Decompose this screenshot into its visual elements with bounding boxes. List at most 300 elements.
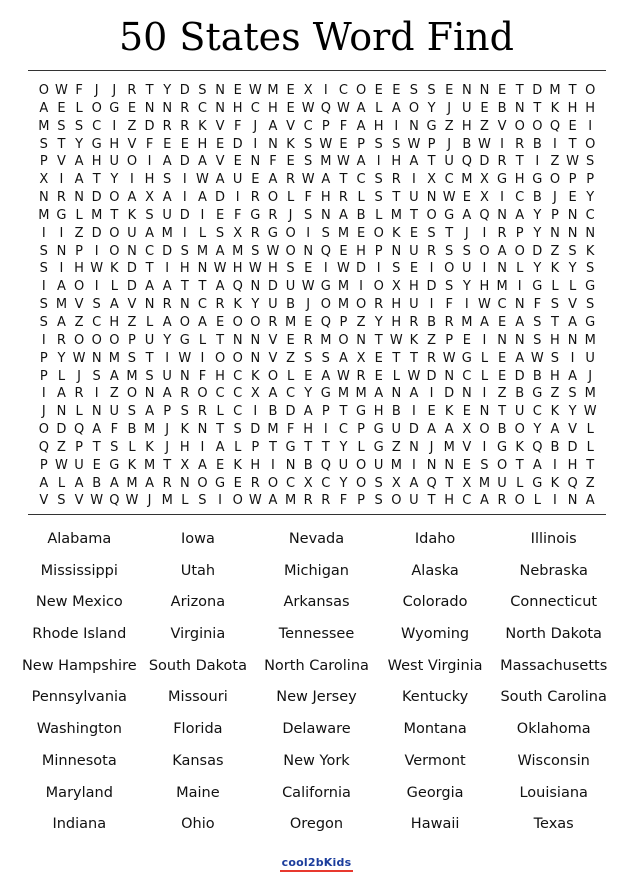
grid-letter: L [516,261,524,277]
grid-letter: A [321,172,331,188]
word-list-item: Kansas [172,752,224,769]
grid-letter: S [145,368,154,384]
grid-letter: E [339,136,348,152]
word-list-item: Virginia [170,626,226,643]
grid-letter: S [445,243,454,259]
grid-letter: O [355,457,367,473]
grid-letter: N [444,368,455,384]
grid-letter: D [179,83,190,98]
grid-letter: S [586,297,595,313]
grid-letter: T [145,83,154,98]
grid-letter: W [301,100,315,116]
grid-letter: J [147,493,152,509]
grid-letter: A [162,314,172,330]
grid-letter: E [568,118,577,134]
grid-letter: O [479,243,490,259]
grid-letter: M [461,314,473,330]
grid-letter: M [284,493,297,509]
grid-letter: S [374,493,383,509]
grid-letter: R [180,100,190,116]
grid-letter: F [339,118,348,134]
grid-letter: O [514,118,525,134]
grid-letter: R [180,386,190,402]
grid-letter: I [412,172,416,188]
grid-letter: M [355,386,367,402]
word-list [20,524,613,841]
grid-letter: E [374,368,383,384]
grid-letter: P [39,368,48,384]
grid-letter: U [338,457,349,473]
grid-letter: S [74,118,84,134]
grid-letter: Y [339,475,348,491]
grid-letter: V [286,118,296,134]
grid-letter: P [251,439,260,455]
grid-letter: I [253,136,258,152]
grid-letter: A [374,386,384,402]
grid-letter: G [285,439,296,455]
grid-letter: O [355,83,367,98]
grid-letter: Y [75,136,84,152]
grid-letter: N [91,404,102,420]
grid-letter: N [409,439,419,455]
grid-letter: H [373,118,384,134]
grid-letter: Q [320,314,331,330]
grid-letter: E [427,404,436,420]
grid-letter: A [162,154,172,170]
grid-letter: R [250,190,260,206]
grid-letter: O [91,332,102,348]
grid-letter: N [409,118,419,134]
grid-letter: W [196,172,209,188]
grid-letter: L [234,439,242,455]
grid-letter: R [215,297,225,313]
grid-letter: Z [127,118,137,134]
grid-letter: Q [38,439,49,455]
grid-letter: A [162,190,172,206]
grid-letter: H [585,100,596,116]
grid-letter: S [427,225,436,241]
grid-letter: C [356,172,366,188]
grid-letter: D [250,422,261,438]
grid-letter: K [127,207,137,223]
grid-letter: A [462,207,472,223]
grid-letter: S [462,243,471,259]
grid-letter: O [514,422,525,438]
grid-letter: P [39,154,48,170]
grid-letter: A [515,207,525,223]
word-list-item: Iowa [180,531,215,547]
grid-letter: W [301,279,315,295]
grid-letter: W [389,332,403,348]
grid-letter: C [286,386,296,402]
grid-letter: A [568,314,578,330]
grid-letter: X [479,190,489,206]
word-list-item: Minnesota [41,752,117,769]
grid-letter: M [38,207,50,223]
grid-letter: O [444,261,455,277]
grid-letter: C [197,100,207,116]
grid-letter: B [92,475,102,491]
grid-letter: B [391,404,401,420]
grid-letter: T [339,404,348,420]
grid-row [28,439,606,457]
grid-letter: S [321,225,330,241]
grid-letter: B [532,136,542,152]
grid-letter: H [391,314,402,330]
grid-letter: X [391,279,401,295]
grid-letter: A [197,190,207,206]
grid-letter: C [321,475,331,491]
grid-letter: X [233,225,243,241]
page-title: 50 States Word Find [119,15,514,59]
grid-letter: S [586,261,595,277]
word-list-item: Massachusetts [500,657,608,674]
grid-letter: G [532,172,543,188]
grid-letter: B [127,422,137,438]
grid-letter: D [91,225,102,241]
grid-letter: P [321,404,330,420]
grid-letter: A [409,475,419,491]
grid-letter: Z [444,118,454,134]
grid-letter: E [127,100,137,116]
grid-letter: O [285,243,296,259]
grid-letter: S [110,439,119,455]
grid-letter: T [392,190,401,206]
grid-letter: I [200,207,205,223]
grid-letter: E [462,404,471,420]
grid-letter: H [109,136,120,152]
grid-letter: A [74,475,84,491]
grid-letter: N [250,332,261,348]
grid-letter: D [144,118,155,134]
grid-letter: R [303,332,313,348]
grid-letter: I [182,190,187,206]
grid-letter: U [444,154,454,170]
grid-letter: R [197,404,207,420]
grid-letter: M [161,493,173,509]
grid-letter: E [233,83,242,98]
grid-letter: F [339,493,348,509]
grid-letter: U [409,190,419,206]
grid-letter: M [443,439,455,455]
grid-letter: E [462,457,471,473]
grid-letter: W [442,190,456,206]
grid-letter: I [394,118,399,134]
grid-letter: W [337,368,350,384]
word-list-item: Maine [176,784,220,801]
grid-letter: Y [533,207,542,223]
grid-letter: Z [74,225,84,241]
word-list-item: Arkansas [283,594,350,611]
grid-letter: B [532,190,542,206]
grid-letter: S [304,154,313,170]
grid-letter: E [480,100,489,116]
grid-letter: S [251,243,260,259]
grid-letter: Q [549,118,561,134]
grid-letter: U [109,154,120,170]
grid-letter: E [215,136,225,152]
grid-letter: A [39,100,49,116]
grid-letter: M [284,314,297,330]
grid-letter: I [429,261,434,277]
grid-letter: Z [109,386,119,402]
grid-letter: O [232,350,243,366]
grid-letter: X [462,422,472,438]
grid-letter: V [462,439,472,455]
grid-letter: A [145,279,155,295]
grid-letter: R [427,350,437,366]
grid-letter: M [320,154,332,170]
grid-letter: H [179,439,190,455]
word-list-item: Oklahoma [516,721,591,738]
grid-letter: I [323,83,328,98]
grid-letter: N [197,422,208,438]
grid-letter: G [497,439,508,455]
grid-letter: V [127,136,137,152]
grid-letter: S [374,190,383,206]
grid-letter: T [427,493,436,509]
grid-letter: M [496,279,508,295]
word-list-item: Delaware [282,721,351,738]
grid-letter: R [162,475,172,491]
grid-letter: N [320,207,331,223]
grid-letter: I [376,261,381,277]
grid-letter: M [143,457,156,473]
grid-letter: I [218,493,222,509]
grid-letter: U [144,332,155,348]
grid-letter: K [251,368,260,384]
grid-letter: N [514,332,525,348]
grid-letter: B [550,439,560,455]
grid-letter: D [426,368,437,384]
grid-letter: V [74,297,84,313]
grid-letter: C [515,190,525,206]
grid-letter: A [515,350,525,366]
grid-letter: C [462,368,472,384]
grid-letter: H [567,457,578,473]
top-divider [28,70,606,71]
grid-letter: S [533,314,542,330]
grid-letter: M [108,350,120,366]
grid-letter: H [373,404,384,420]
grid-letter: T [586,457,595,473]
grid-letter: T [498,404,507,420]
grid-letter: H [444,493,455,509]
grid-letter: T [409,207,418,223]
grid-letter: H [479,279,490,295]
grid-letter: U [391,422,402,438]
grid-letter: F [533,297,542,313]
grid-letter: U [162,368,172,384]
grid-letter: K [550,100,560,116]
grid-letter: T [568,83,577,98]
grid-letter: V [497,118,507,134]
grid-letter: Y [251,297,260,313]
grid-row [28,189,606,207]
bottom-divider [28,514,606,515]
grid-letter: I [41,386,46,402]
grid-letter: Z [127,314,137,330]
grid-letter: K [233,457,242,473]
grid-letter: S [586,154,595,170]
grid-letter: A [215,279,225,295]
grid-letter: T [445,475,454,491]
grid-letter: B [515,386,525,402]
grid-letter: A [145,404,155,420]
grid-letter: H [550,332,560,348]
grid-letter: S [374,475,383,491]
grid-row [28,475,606,493]
grid-letter: T [409,350,418,366]
grid-letter: K [550,261,560,277]
grid-letter: A [568,368,578,384]
word-list-item: Pennsylvania [31,689,127,706]
grid-letter: I [482,225,487,241]
grid-letter: S [92,368,101,384]
grid-letter: A [56,279,66,295]
grid-letter: I [235,190,240,206]
grid-letter: E [497,83,507,98]
grid-letter: W [407,368,421,384]
grid-letter: S [445,279,454,295]
grid-letter: U [74,457,84,473]
grid-letter: N [127,243,137,259]
grid-letter: R [268,314,278,330]
grid-letter: N [162,100,173,116]
word-list-item: Maryland [45,784,113,801]
grid-letter: G [532,386,543,402]
grid-letter: A [127,190,137,206]
grid-row [28,332,606,350]
grid-letter: G [215,475,226,491]
grid-letter: O [285,225,296,241]
grid-letter: H [144,172,155,188]
grid-letter: U [409,297,419,313]
grid-letter: K [110,261,119,277]
grid-letter: B [497,422,507,438]
grid-letter: G [250,207,261,223]
grid-letter: K [233,297,242,313]
grid-letter: B [497,100,507,116]
grid-letter: A [321,368,331,384]
grid-letter: M [390,207,402,223]
grid-letter: W [90,493,104,509]
grid-letter: F [233,118,242,134]
grid-letter: A [109,475,119,491]
grid-letter: Z [550,386,560,402]
grid-letter: W [478,297,491,313]
word-list-item: Michigan [283,562,349,579]
grid-letter: N [56,404,67,420]
grid-letter: I [112,118,117,134]
grid-letter: U [268,297,278,313]
grid-letter: Q [320,243,331,259]
grid-letter: L [286,368,295,384]
grid-letter: G [532,475,543,491]
grid-letter: I [94,386,99,402]
grid-letter: N [250,154,261,170]
grid-row [28,368,606,386]
grid-letter: E [445,83,454,98]
grid-letter: L [533,493,541,509]
grid-letter: J [165,422,170,438]
grid-row [28,136,606,154]
grid-letter: Q [479,207,490,223]
grid-letter: Y [533,422,542,438]
word-list-item: Illinois [530,531,577,547]
grid-letter: K [550,475,560,491]
grid-letter: I [517,279,522,295]
grid-letter: D [479,154,490,170]
grid-letter: J [447,100,452,116]
grid-letter: L [145,314,154,330]
grid-letter: S [568,386,577,402]
grid-letter: G [497,172,508,188]
grid-letter: I [500,136,504,152]
grid-letter: S [304,207,313,223]
grid-letter: X [145,190,155,206]
grid-letter: E [409,225,419,241]
grid-letter: H [461,118,472,134]
grid-letter: S [180,404,189,420]
grid-letter: Q [320,457,331,473]
grid-letter: H [179,261,190,277]
word-list-item: South Carolina [500,689,607,706]
grid-letter: M [267,422,279,438]
grid-letter: I [482,386,487,402]
grid-letter: O [250,314,261,330]
grid-letter: H [74,261,84,277]
grid-letter: W [301,172,315,188]
grid-letter: S [480,457,489,473]
grid-letter: M [55,297,68,313]
grid-letter: Z [356,314,366,330]
grid-letter: M [461,172,473,188]
grid-letter: H [514,172,525,188]
grid-letter: K [515,439,524,455]
grid-letter: I [59,172,64,188]
grid-letter: X [356,350,366,366]
grid-letter: O [179,314,190,330]
grid-letter: E [286,83,295,98]
grid-letter: K [550,404,560,420]
grid-letter: B [356,207,366,223]
grid-letter: Y [568,261,577,277]
grid-letter: Y [462,279,471,295]
grid-letter: R [286,172,296,188]
grid-letter: Q [232,279,243,295]
grid-letter: M [232,243,244,259]
grid-letter: U [285,279,296,295]
grid-letter: H [356,243,366,259]
grid-letter: I [359,279,363,295]
grid-letter: O [267,368,279,384]
grid-letter: A [550,422,560,438]
grid-letter: N [426,190,437,206]
grid-letter: O [267,475,279,491]
word-list-item: Indiana [52,816,107,833]
grid-letter: R [338,190,348,206]
grid-row [28,260,606,278]
grid-letter: C [497,297,507,313]
grid-letter: G [109,100,120,116]
grid-letter: N [74,190,84,206]
grid-letter: R [303,493,313,509]
grid-letter: O [338,332,349,348]
grid-letter: U [409,243,419,259]
grid-letter: O [38,83,49,98]
grid-letter: X [180,457,190,473]
